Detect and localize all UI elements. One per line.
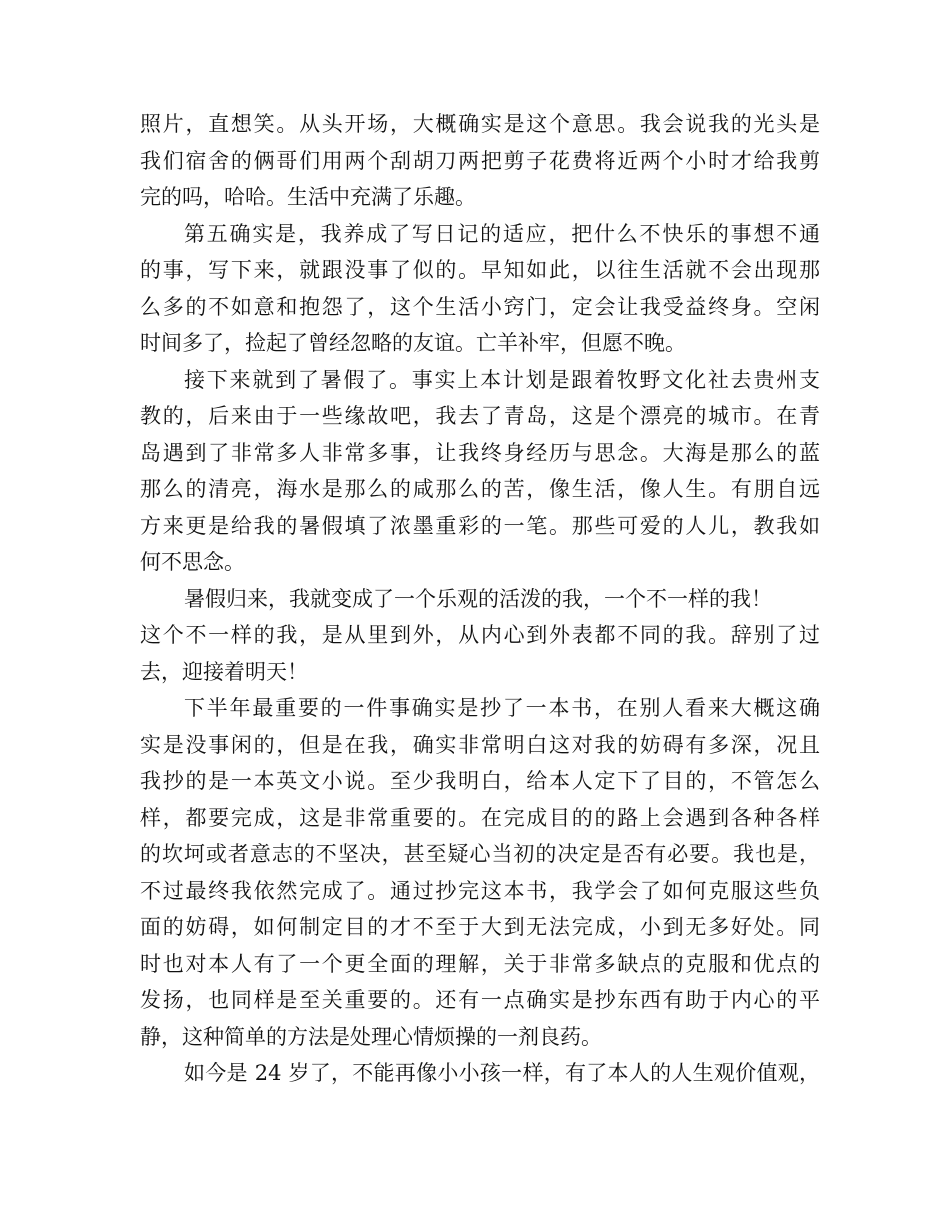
- text-line: 的事，写下来，就跟没事了似的。早知如此，以往生活就不会出现那: [140, 258, 820, 282]
- text-line: 样，都要完成，这是非常重要的。在完成目的的路上会遇到各种各样: [140, 805, 820, 830]
- text-line: 何不思念。: [140, 550, 245, 574]
- text-line: 我抄的是一本英文小说。至少我明白，给本人定下了目的，不管怎么: [140, 769, 820, 793]
- text-line: 下半年最重要的一件事确实是抄了一本书，在别人看来大概这确: [184, 696, 820, 720]
- text-line: 方来更是给我的暑假填了浓墨重彩的一笔。那些可爱的人儿，教我如: [140, 513, 820, 538]
- text-line: 教的，后来由于一些缘故吧，我去了青岛，这是个漂亮的城市。在青: [140, 404, 820, 428]
- text-line: 暑假归来，我就变成了一个乐观的活泼的我，一个不一样的我！: [184, 586, 772, 611]
- text-line: 面的妨碍，如何制定目的才不至于大到无法完成，小到无多好处。同: [140, 915, 820, 939]
- text-line: 岛遇到了非常多人非常多事，让我终身经历与思念。大海是那么的蓝: [140, 440, 820, 465]
- text-line: 时也对本人有了一个更全面的理解，关于非常多缺点的克服和优点的: [140, 951, 820, 976]
- text-line: 照片，直想笑。从头开场，大概确实是这个意思。我会说我的光头是: [140, 112, 820, 136]
- text-line: 那么的清亮，海水是那么的咸那么的苦，像生活，像人生。有朋自远: [140, 477, 820, 501]
- text-line: 不过最终我依然完成了。通过抄完这本书，我学会了如何克服这些负: [140, 878, 820, 903]
- text-line: 么多的不如意和抱怨了，这个生活小窍门，定会让我受益终身。空闲: [140, 294, 820, 319]
- text-line: 时间多了，捡起了曾经忽略的友谊。亡羊补牢，但愿不晚。: [140, 331, 686, 355]
- text-line: 完的吗，哈哈。生活中充满了乐趣。: [140, 185, 476, 209]
- text-line: 我们宿舍的俩哥们用两个刮胡刀两把剪子花费将近两个小时才给我剪: [140, 148, 820, 173]
- text-line: 第五确实是，我养成了写日记的适应，把什么不快乐的事想不通: [184, 221, 820, 246]
- text-line: 静，这种简单的方法是处理心情烦操的一剂良药。: [140, 1024, 602, 1049]
- text-line: 去，迎接着明天！: [140, 659, 308, 684]
- text-line: 接下来就到了暑假了。事实上本计划是跟着牧野文化社去贵州支: [184, 367, 820, 392]
- text-line: 如今是 24 岁了，不能再像小小孩一样，有了本人的人生观价值观，: [184, 1061, 820, 1085]
- text-line: 的坎坷或者意志的不坚决，甚至疑心当初的决定是否有必要。我也是，: [140, 842, 820, 866]
- text-line: 发扬，也同样是至关重要的。还有一点确实是抄东西有助于内心的平: [140, 988, 820, 1012]
- document-page: [140, 106, 820, 1092]
- document-body: [140, 106, 820, 1092]
- text-line: 实是没事闲的，但是在我，确实非常明白这对我的妨碍有多深，况且: [140, 732, 820, 757]
- text-line: 这个不一样的我，是从里到外，从内心到外表都不同的我。辞别了过: [140, 623, 820, 647]
